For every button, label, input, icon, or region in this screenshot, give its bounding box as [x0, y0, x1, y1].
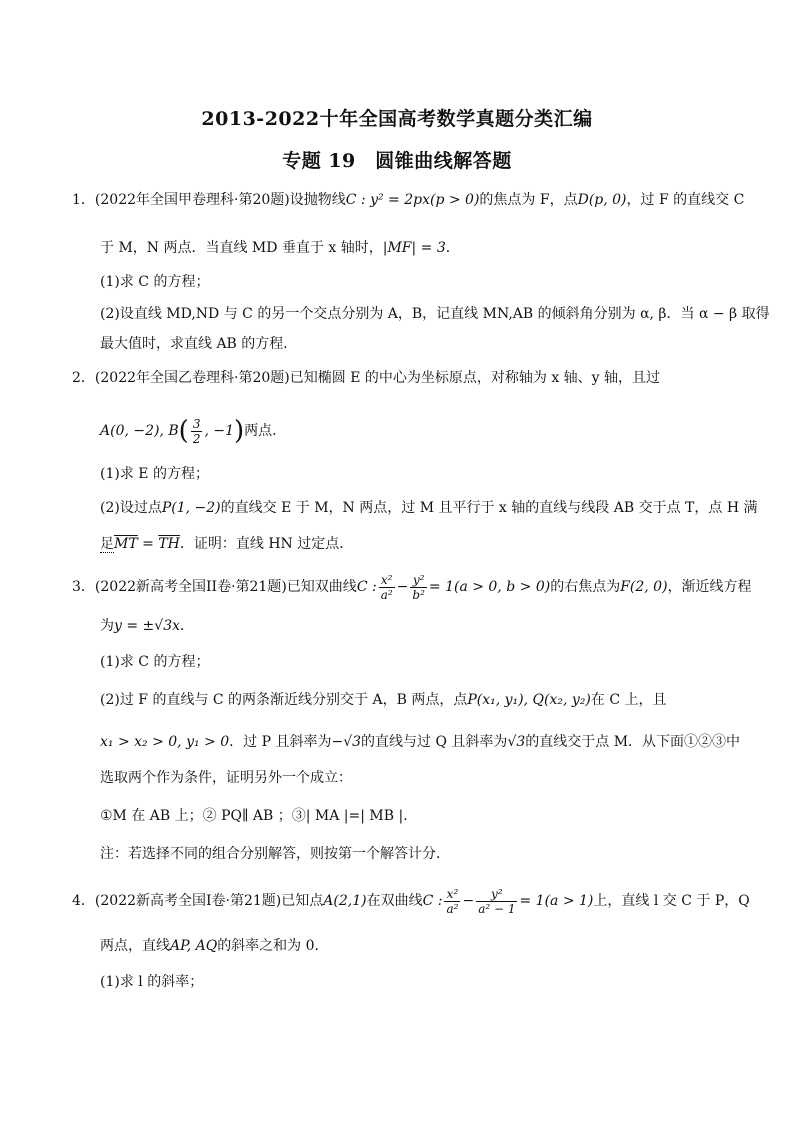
vector-mt: $\overline{MT}$: [114, 536, 138, 552]
problem-text: 已知双曲线: [286, 579, 357, 595]
minus-sign: −: [462, 893, 475, 909]
math-expression: |MF| = 3: [382, 240, 446, 256]
math-expression: , −1: [204, 423, 235, 439]
problem-text: ，渐近线方程: [667, 579, 752, 595]
math-expression: A(2,1): [323, 893, 367, 909]
math-expression: = 1(a > 0, b > 0): [428, 579, 551, 595]
math-expression: P(x₁, y₁), Q(x₂, y₂): [467, 692, 591, 708]
problem-2-line-1: [72, 368, 660, 388]
problem-text: 两点．: [244, 423, 287, 439]
math-expression: x₁ > x₂ > 0, y₁ > 0: [100, 734, 230, 750]
problem-text: 的右焦点为: [550, 579, 621, 595]
document-title: 2013-2022十年全国高考数学真题分类汇编: [201, 108, 593, 130]
problem-number: 2．: [72, 370, 95, 386]
problem-3-question-2: [100, 690, 667, 710]
problem-source: (2022年全国甲卷理科·第20题): [94, 192, 290, 208]
problem-text: 已知点: [281, 893, 324, 909]
problem-2-line-2: A(0, −2), B( $\frac{3}{2}$ , −1)两点．: [100, 416, 287, 446]
fraction: $\frac{\text{y²}}{\text{a² − 1}}$: [478, 886, 516, 916]
vector-th: $\overline{TH}$: [158, 536, 180, 552]
minus-sign: −: [396, 579, 409, 595]
math-expression: P(1, −2): [161, 500, 221, 516]
document-subtitle: 专题 19 圆锥曲线解答题: [282, 150, 512, 172]
math-expression: −√3: [331, 734, 362, 750]
problem-number: 1．: [72, 192, 95, 208]
problem-4-line-2: [100, 936, 329, 956]
problem-text: 的焦点为 F，点: [479, 192, 578, 208]
math-expression: A(0, −2), B: [100, 423, 179, 439]
math-expression: D(p, 0): [577, 192, 627, 208]
problem-4-question-1: (1)求 l 的斜率；: [100, 974, 204, 990]
problem-number: 4．: [72, 893, 95, 909]
problem-3-line-1: [72, 570, 752, 604]
problem-text: ，过 F 的直线交 C: [626, 192, 745, 208]
problem-3-line-2: [100, 616, 194, 636]
problem-text: 两点，直线: [100, 938, 170, 954]
math-expression: F(2, 0): [620, 579, 668, 595]
problem-text: (2)过 F 的直线与 C 的两条渐近线分别交于 A，B 两点，点: [100, 692, 468, 708]
math-expression: C : y² = 2px(p > 0): [345, 192, 480, 208]
problem-3-question-2-cont-2: 选取两个作为条件，证明另外一个成立：: [100, 770, 352, 786]
problem-2-question-2-cont: [100, 534, 353, 554]
problem-2-question-2: [100, 498, 757, 518]
problem-1-question-2-cont: 最大值时，求直线 AB 的方程．: [100, 336, 298, 352]
problem-1-question-1: (1)求 C 的方程；: [100, 274, 210, 290]
fraction: $\frac{\text{y²}}{\text{b²}}$: [412, 572, 425, 602]
math-expression: C :: [356, 579, 377, 595]
problem-text: 为: [100, 618, 114, 634]
problem-1-line-2: [100, 238, 460, 258]
fraction: $\frac{3}{2}$: [192, 416, 201, 446]
problem-text: ．: [445, 240, 460, 256]
problem-text: 在 C 上，且: [590, 692, 667, 708]
problem-3-conditions: ①M 在 AB 上；② PQ∥ AB ；③| MA |=| MB |．: [100, 808, 418, 824]
problem-text: ．证明：直线 HN 过定点．: [179, 536, 354, 552]
problem-3-question-2-cont: [100, 732, 740, 752]
problem-source: (2022新高考全国II卷·第21题): [94, 579, 287, 595]
fraction: $\frac{\text{x²}}{\text{a²}}$: [380, 572, 393, 602]
equals-sign: =: [137, 536, 159, 552]
problem-text: 设抛物线: [289, 192, 346, 208]
problem-source: (2022新高考全国I卷·第21题): [94, 893, 282, 909]
math-expression: y = ±√3x: [114, 618, 180, 634]
math-expression: AP, AQ: [170, 938, 218, 954]
problem-text: 已知椭圆 E 的中心为坐标原点，对称轴为 x 轴、y 轴，且过: [289, 370, 661, 386]
problem-4-line-1: [72, 884, 750, 918]
problem-text: 足: [100, 536, 114, 552]
problem-text: 的直线与过 Q 且斜率为: [361, 734, 508, 750]
math-expression: C :: [422, 893, 443, 909]
problem-1-question-2: (2)设直线 MD,ND 与 C 的另一个交点分别为 A，B，记直线 MN,AB 的倾斜角分别为 α, β．当 α − β 取得: [100, 306, 770, 322]
problem-number: 3．: [72, 579, 95, 595]
problem-1-line-1: [72, 190, 744, 210]
problem-text: 的斜率之和为 0．: [217, 938, 329, 954]
problem-2-question-1: (1)求 E 的方程；: [100, 466, 209, 482]
problem-text: ．: [180, 618, 194, 634]
math-expression: √3: [507, 734, 526, 750]
problem-text: ．过 P 且斜率为: [229, 734, 332, 750]
problem-text: 上，直线 l 交 C 于 P，Q: [593, 893, 750, 909]
problem-3-question-1: (1)求 C 的方程；: [100, 654, 210, 670]
math-expression: = 1(a > 1): [519, 893, 594, 909]
problem-source: (2022年全国乙卷理科·第20题): [94, 370, 290, 386]
problem-text: (2)设过点: [100, 500, 162, 516]
problem-text: 的直线交 E 于 M，N 两点，过 M 且平行于 x 轴的直线与线段 AB 交于点 T，点 H 满: [220, 500, 758, 516]
fraction: $\frac{\text{x²}}{\text{a²}}$: [446, 886, 459, 916]
problem-text: 在双曲线: [366, 893, 423, 909]
problem-text: 的直线交于点 M．从下面①②③中: [525, 734, 741, 750]
problem-3-note: 注：若选择不同的组合分别解答，则按第一个解答计分．: [100, 846, 450, 862]
problem-text: 于 M，N 两点．当直线 MD 垂直于 x 轴时，: [100, 240, 383, 256]
